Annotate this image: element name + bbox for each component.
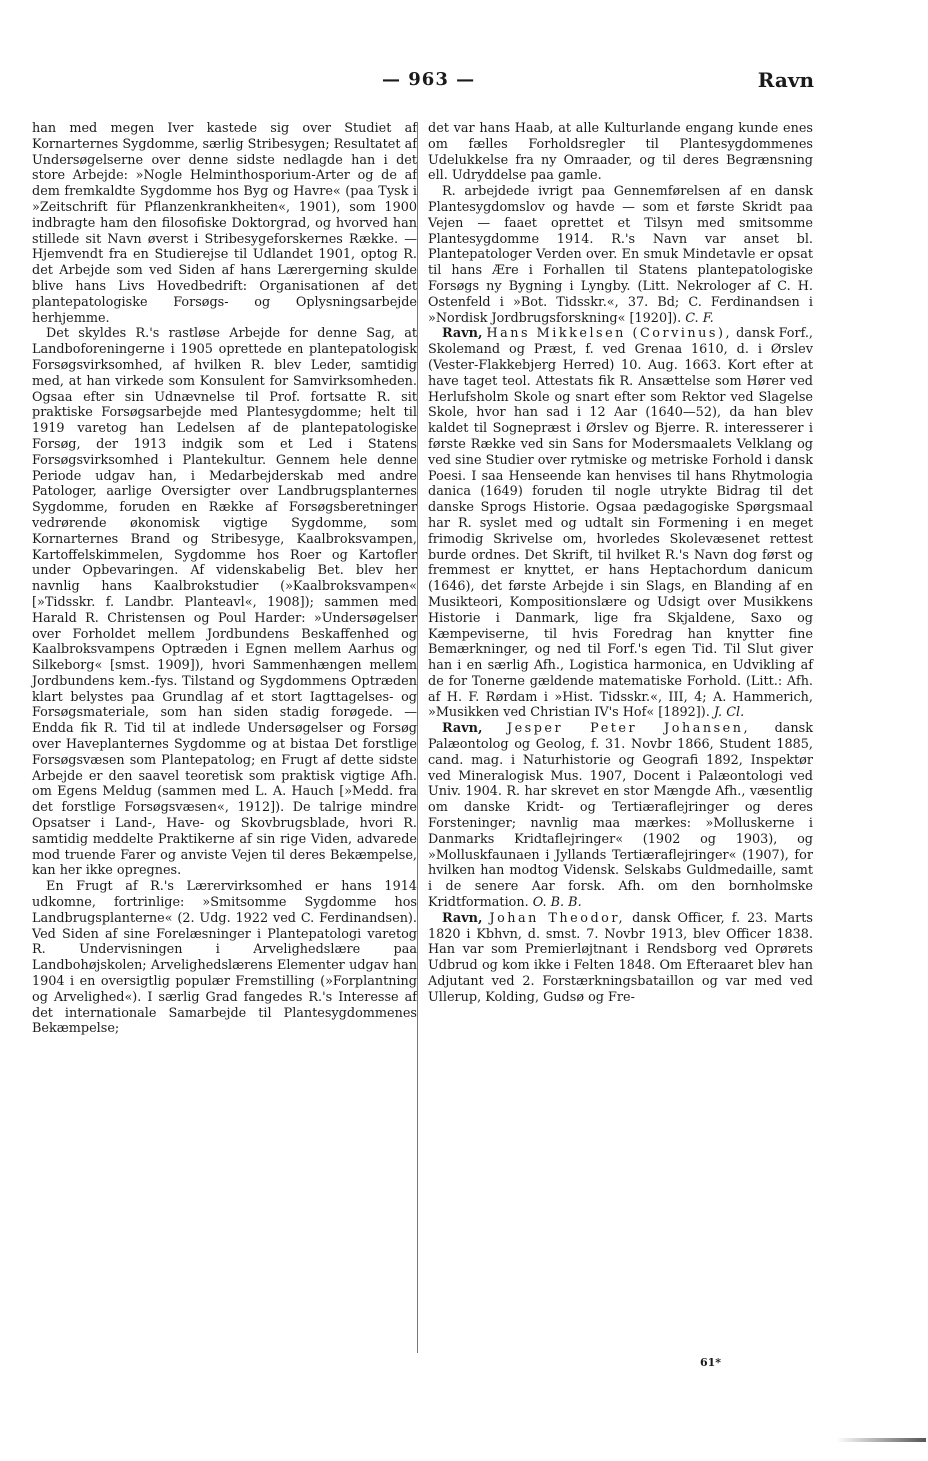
- author-signature: J. Cl.: [713, 705, 745, 721]
- page-number: — 963 —: [382, 69, 476, 90]
- entry-ravn-jesper-peter: [428, 721, 813, 911]
- paragraph-2-text: R. arbejdede ivrigt paa Gennemførelsen af en dansk Plantesygdomslov og havde — som et første Skridt paa Vejen — faaet oprettet et Tilsyn med smitsomme Plantesygdomme 1914. R.'s Navn var anset bl. Plantepatologer Verden over. En smuk Mindetavle er opsat til hans Ære i Forhallen til Statens plantepatologiske Forsøgs ny Bygning i Lyngby. (Litt. Nekrologer af C. H. Ostenfeld i »Bot. Tidsskr.«, 37. Bd; C. Ferdinandsen i »Nordisk Jordbrugsforskning« [1920]).: [428, 184, 813, 326]
- sheet-signature: 61*: [700, 1356, 722, 1369]
- entry-name: Jesper Peter Johansen,: [506, 721, 751, 737]
- entry-headword: Ravn,: [442, 910, 483, 926]
- entry-name: Hans Mikkelsen (Corvinus),: [486, 326, 733, 342]
- right-paragraph-2: [428, 184, 813, 326]
- entry-text: dansk Officer, f. 23. Marts 1820 i Kbhvn, d. smst. 7. Novbr 1913, blev Officer 1838. Han var som Premierløjtnant i Rendsborg ved Oprørets Udbrud og kom ikke i Felten 1848. Om Efteraaret blev han Adjutant ved 2. Forstærkningsbataillon og var med ved Ullerup, Kolding, Gudsø og Fre-: [428, 910, 813, 1005]
- left-column: [32, 121, 417, 1037]
- running-head: Ravn: [757, 68, 814, 92]
- left-paragraph-1: han med megen Iver kastede sig over Studiet af Kornarternes Sygdomme, særlig Stribesygen; Resultatet af Undersøgelserne over denne sidste nedlagde han i det store Arbejde: »Nogle Helminthosporium-Arter og de af dem fremkaldte Sygdomme hos Byg og Havre« (paa Tysk i »Zeitschrift für Pflanzenkrankheiten«, 1901), som 1900 indbragte ham den filosofiske Doktorgrad, og hvorved han stillede sit Navn øverst i Stribesygeforskernes Række. — Hjemvendt fra en Studierejse til Udlandet 1901, optog R. det Arbejde som ved Siden af hans Lærergerning skulde blive hans Livs Hovedbedrift: Organisationen af det plantepatologiske Forsøgs- og Oplysningsarbejde herhjemme.: [32, 121, 417, 326]
- entry-ravn-johan-theodor: [428, 911, 813, 1006]
- author-signature: O. B. B.: [532, 895, 582, 911]
- entry-text: dansk Forf., Skolemand og Præst, f. ved Grenaa 1610, d. i Ørslev (Vester-Flakkebjerg Herred) 10. Aug. 1663. Kort efter at have taget teol. Attestats fik R. Ansættelse som Hører ved Herlufsholm Skole og snart efter som Rektor ved Slagelse Skole, hvor han sad i 12 Aar (1640—52), da han blev kaldet til Sognepræst i Ørslev og Bjerre. R. interesserer i første Række ved sin Sans for Modersmaalets Velklang og ved sine Studier over rytmiske og metriske Forhold i dansk Poesi. I saa Henseende kan henvises til hans Rhytmologia danica (1649) foruden til nogle utrykte Bidrag til det danske Sprogs Historie. Ogsaa pædagogiske Spørgsmaal har R. syslet med og udtalt sin Formening i en meget frimodig Skrivelse om, hvorledes Skolevæsenet rettest burde ordnes. Det Skrift, til hvilket R.'s Navn dog først og fremmest er knyttet, er hans Heptachordum danicum (1646), det første Arbejde i sin Slags, en Blanding af en Musikteori, Kompositionslære og Udsigt over Musikkens Historie i Danmark, lige fra Skjaldene, Saxo og Kæmpeviserne, til hvis Foredrag han knytter fine Bemærkninger, og ned til Forf.'s egen Tid. Til Slut giver han i en særlig Afh., Logistica harmonica, en Udvikling af de for Tonerne gældende matematiske Forhold. (Litt.: Afh. af H. F. Rørdam i »Hist. Tidsskr.«, III, 4; A. Hammerich, »Musikken ved Christian IV's Hof« [1892]).: [428, 326, 813, 721]
- right-column: [428, 121, 813, 1006]
- left-paragraph-2: Det skyldes R.'s rastløse Arbejde for denne Sag, at Landboforeningerne i 1905 oprettede en plantepatologisk Forsøgsvirksomhed, af hvilken R. blev Leder, samtidig med, at han virkede som Konsulent for Samvirksomheden. Ogsaa efter sin Udnævnelse til Prof. fortsatte R. sit praktiske Forsøgsarbejde med Plantesygdomme; helt til 1919 varetog han Ledelsen af de plantepatologiske Forsøg, der 1913 indgik som et Led i Statens Forsøgsvirksomhed i Plantekultur. Gennem hele denne Periode udgav han, i Medarbejderskab med andre Patologer, aarlige Oversigter over Landbrugsplanternes Sygdomme, foruden en Række af Forsøgsberetninger vedrørende økonomisk vigtige Sygdomme, som Kornarternes Brand og Stribesyge, Kaalbroksvampen, Kartoffelskimmelen, Sygdomme hos Roer og Kartofler under Opbevaringen. Af videnskabelig Bet. blev her navnlig hans Kaalbrokstudier (»Kaalbroksvampen« [»Tidsskr. f. Landbr. Planteavl«, 1908]); sammen med Harald R. Christensen og Poul Harder: »Undersøgelser over Forholdet mellem Jordbundens Beskaffenhed og Kaalbroksvampens Optræden i Egnen mellem Aarhus og Silkeborg« [smst. 1909]), hvori Sammenhængen mellem Jordbundens kem.-fys. Tilstand og Sygdommens Optræden klart belystes paa Grundlag af et stort Iagttagelses- og Forsøgsmateriale, som han siden stadig forøgede. — Endda fik R. Tid til at indlede Undersøgelser og Forsøg over Haveplanternes Sygdomme og at bistaa Det forstlige Forsøgsvæsen som Plantepatolog; en Frugt af dette sidste Arbejde er den saavel teoretisk som praktisk vigtige Afh. om Egens Meldug (sammen med L. A. Hauch [»Medd. fra det forstlige Forsøgsvæsen«, 1912]). De talrige mindre Opsatser i Land-, Have- og Skovbrugsblade, hvori R. samtidig meddelte Praktikerne af sin rige Viden, advarede mod truende Farer og anviste Vejen til deres Bekæmpelse, kan her ikke opregnes.: [32, 326, 417, 879]
- entry-headword: Ravn,: [442, 326, 483, 342]
- scan-edge-mark: [836, 1438, 926, 1442]
- author-signature: C. F.: [685, 310, 714, 326]
- entry-name: Johan Theodor,: [489, 910, 626, 926]
- column-divider: [417, 123, 418, 1353]
- entry-headword: Ravn,: [442, 721, 483, 737]
- entry-ravn-hans-mikkelsen: [428, 326, 813, 721]
- right-paragraph-1: det var hans Haab, at alle Kulturlande engang kunde enes om fælles Forholdsregler til Plantesygdommenes Udelukkelse fra ny Omraader, og til deres Begrænsning ell. Udryddelse paa gamle.: [428, 121, 813, 184]
- entry-text: dansk Palæontolog og Geolog, f. 31. Novbr 1866, Student 1885, cand. mag. i Naturhistorie og Geografi 1892, Inspektør ved Mineralogisk Mus. 1907, Docent i Palæontologi ved Univ. 1904. R. har skrevet en stor Mængde Afh., væsentlig om danske Kridt- og Tertiæraflejringer og deres Forsteninger; navnlig maa mærkes: »Molluskerne i Danmarks Kridtaflejringer« (1902 og 1903), og »Molluskfaunaen i Jyllands Tertiæraflejringer« (1907), for hvilken han modtog Vidensk. Selskabs Guldmedaille, samt i de senere Aar forsk. Afh. om den bornholmske Kridtformation.: [428, 721, 813, 911]
- left-paragraph-3: En Frugt af R.'s Lærervirksomhed er hans 1914 udkomne, fortrinlige: »Smitsomme Sygdomme hos Landbrugsplanterne« (2. Udg. 1922 ved C. Ferdinandsen). Ved Siden af sine Forelæsninger i Plantepatologi varetog R. Undervisningen i Arvelighedslære paa Landbohøjskolen; Arvelighedslærens Elementer udgav han 1904 i en oversigtlig populær Fremstilling (»Forplantning og Arvelighed«). I særlig Grad fangedes R.'s Interesse af det internationale Samarbejde til Plantesygdommenes Bekæmpelse;: [32, 879, 417, 1037]
